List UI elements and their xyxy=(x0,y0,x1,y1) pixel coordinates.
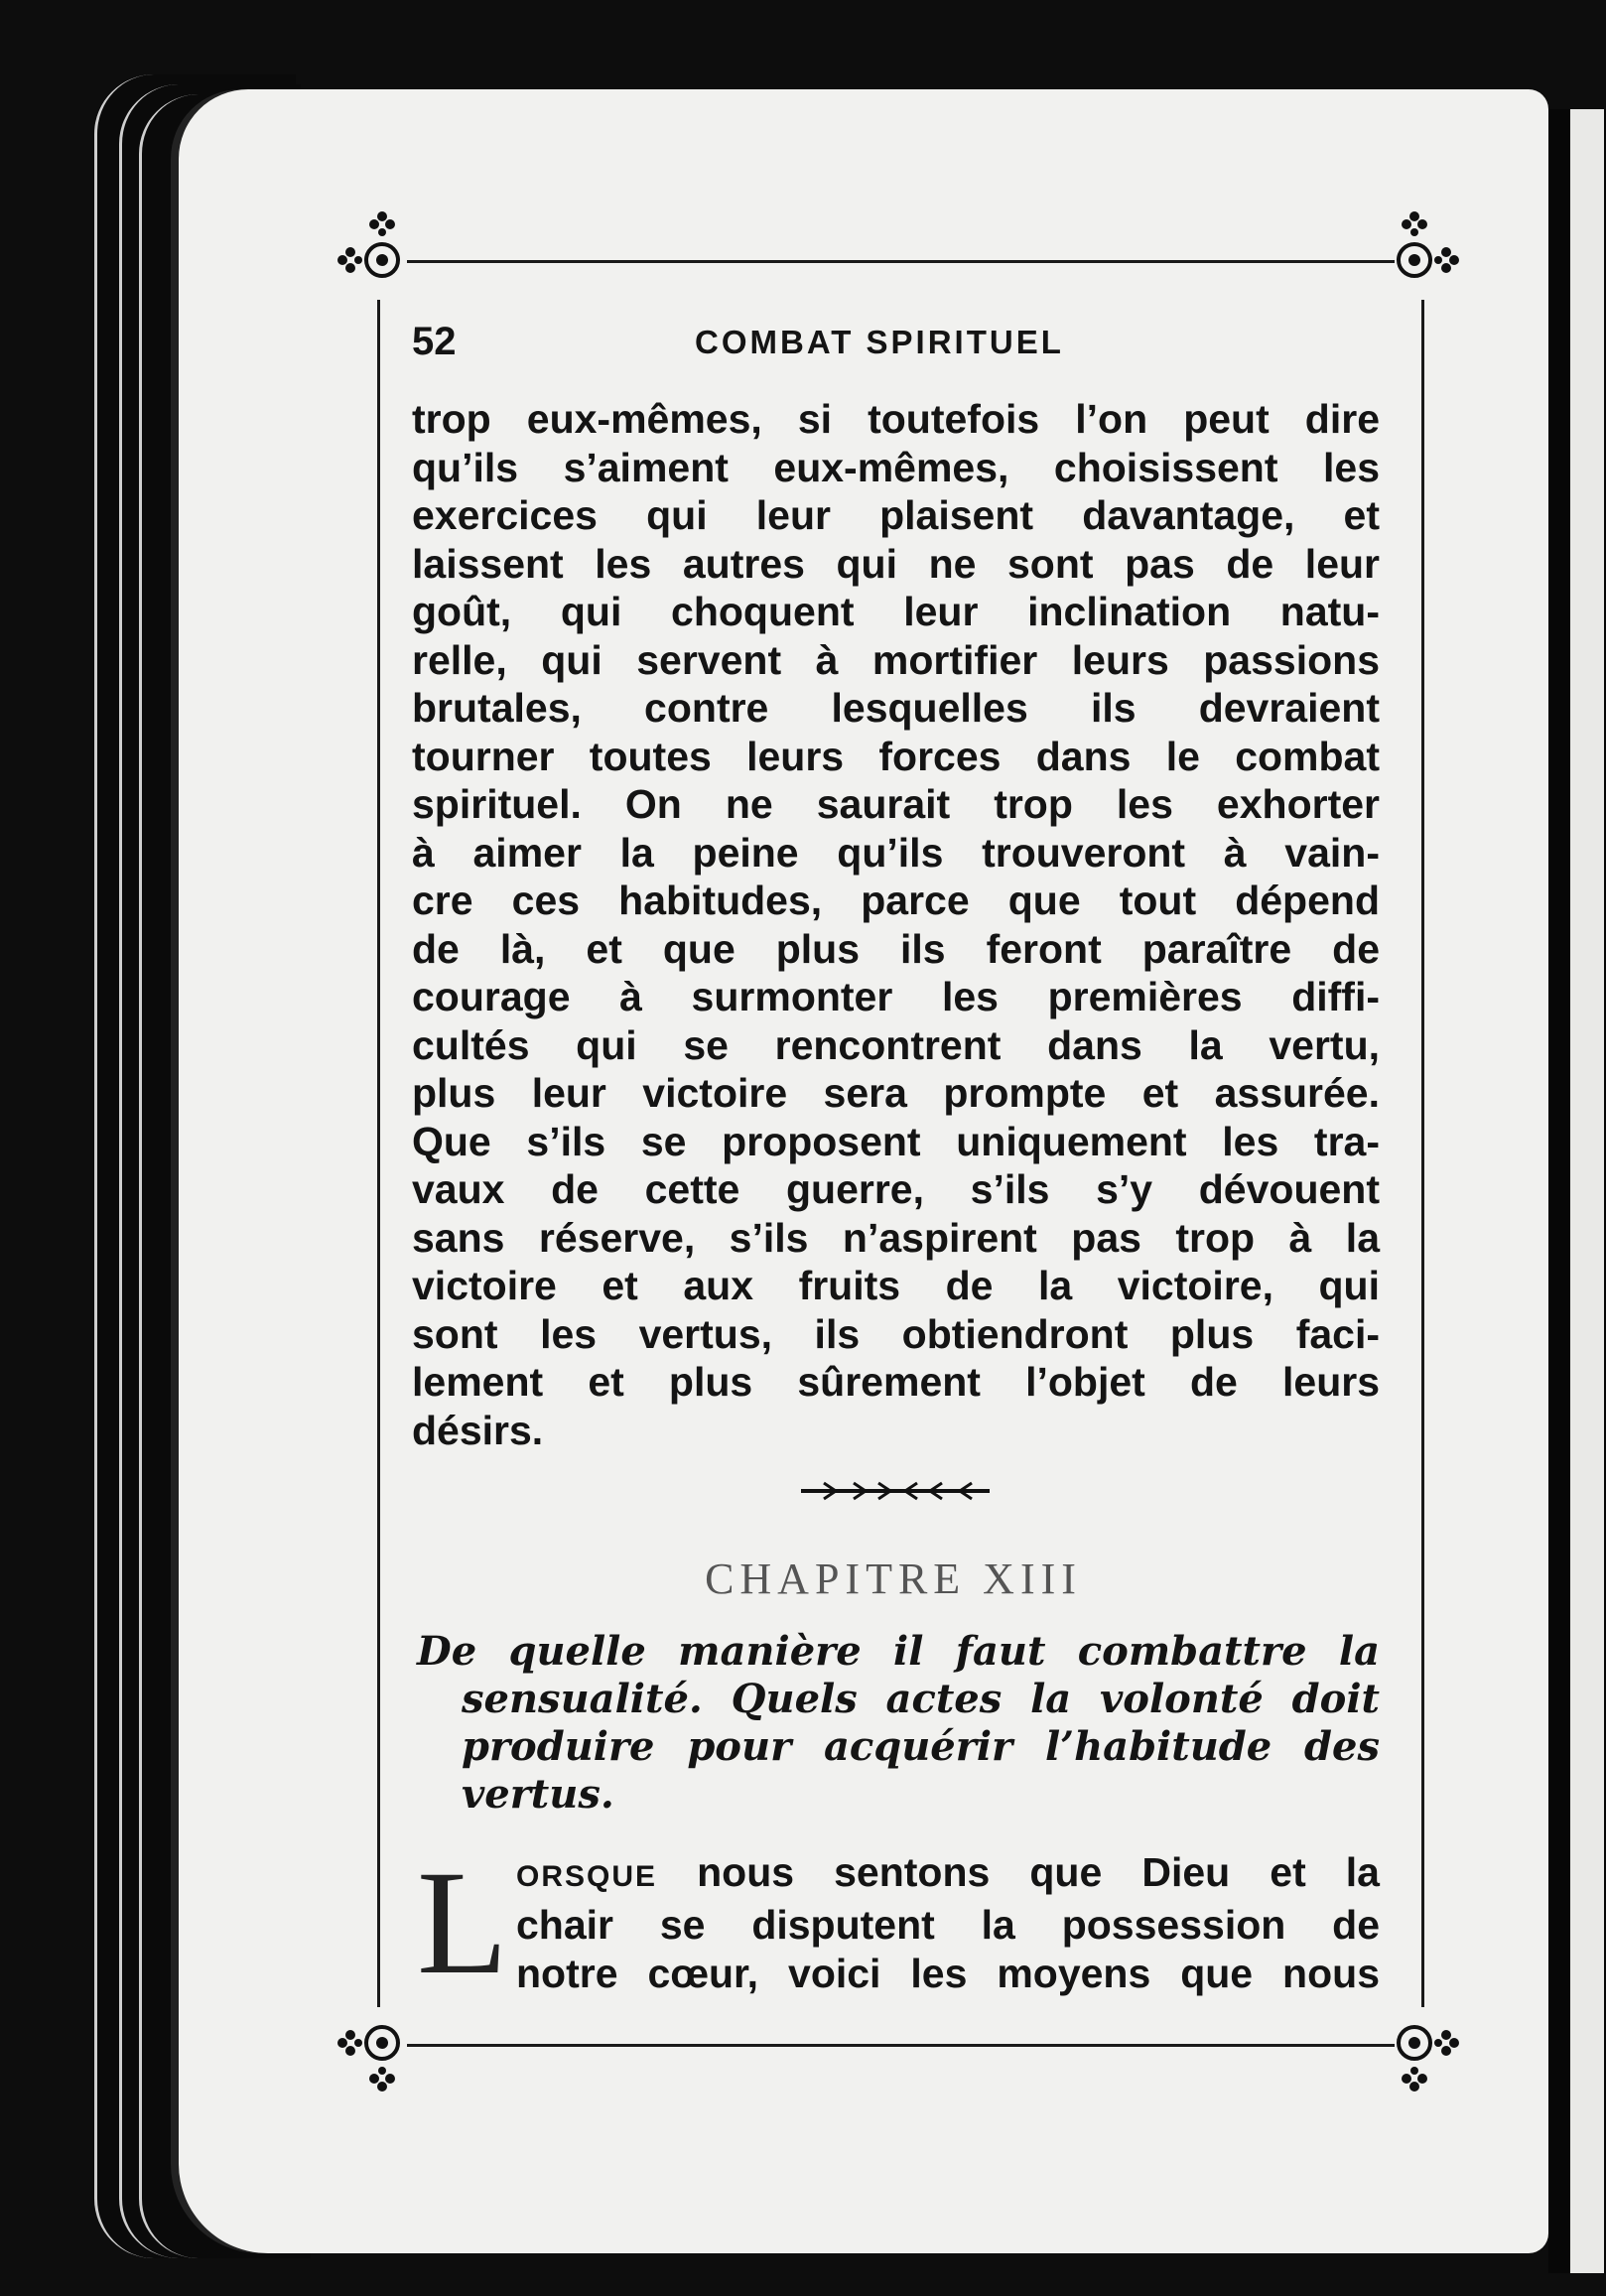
corner-ornament-icon xyxy=(328,2005,417,2114)
text-line: trop eux-mêmes, si toutefois l’on peut dire xyxy=(412,396,1380,442)
frame-right-line xyxy=(1421,300,1424,2007)
drop-cap: L xyxy=(417,1840,508,2005)
opening-line: notre cœur, voici les moyens que nous xyxy=(516,1951,1380,1996)
summary-line: De quelle manière il faut combattre la xyxy=(417,1628,1380,1675)
text-line: qu’ils s’aiment eux-mêmes, choisissent les xyxy=(412,444,1380,490)
text-line: plus leur victoire sera prompte et assurée. xyxy=(412,1070,1380,1116)
text-line: courage à surmonter les premières diffi- xyxy=(412,974,1380,1019)
opening-line: chair se disputent la possession de xyxy=(516,1902,1380,1948)
text-line: tourner toutes leurs forces dans le combat xyxy=(412,733,1380,779)
text-line: brutales, contre lesquelles ils devraient xyxy=(412,685,1380,731)
text-line: spirituel. On ne saurait trop les exhorter xyxy=(412,781,1380,827)
text-line: Que s’ils se proposent uniquement les tra- xyxy=(412,1118,1380,1164)
corner-ornament-icon xyxy=(1380,189,1469,298)
text-line: goût, qui choquent leur inclination natu- xyxy=(412,589,1380,634)
text-line: relle, qui servent à mortifier leurs passions xyxy=(412,636,1380,683)
text-line: lement et plus sûrement l’objet de leurs xyxy=(412,1359,1380,1405)
chapter-summary xyxy=(417,1628,1380,1819)
fleuron-divider-icon xyxy=(796,1479,995,1503)
smallcaps-word: ORSQUE xyxy=(516,1860,658,1893)
text-line: sans réserve, s’ils n’aspirent pas trop à la xyxy=(412,1214,1380,1261)
text-line: cultés qui se rencontrent dans la vertu, xyxy=(412,1021,1380,1068)
running-head: COMBAT SPIRITUEL xyxy=(695,324,1064,360)
corner-ornament-icon xyxy=(1380,2005,1469,2114)
corner-ornament-icon xyxy=(328,189,417,298)
opening-line-rest: nous sentons que Dieu et la xyxy=(657,1849,1380,1895)
text-line: désirs. xyxy=(412,1407,544,1453)
text-line: cre ces habitudes, parce que tout dépend xyxy=(412,878,1380,923)
text-line: sont les vertus, ils obtiendront plus faci- xyxy=(412,1310,1380,1357)
text-line: laissent les autres qui ne sont pas de leur xyxy=(412,540,1380,587)
page-number: 52 xyxy=(412,320,457,363)
body-text xyxy=(412,395,1380,1454)
text-line: à aimer la peine qu’ils trouveront à vain- xyxy=(412,829,1380,876)
text-line: victoire et aux fruits de la victoire, qui xyxy=(412,1263,1380,1308)
opening-paragraph xyxy=(516,1848,1380,1998)
facing-page-edge xyxy=(1548,109,1606,2273)
frame-top-line xyxy=(407,260,1395,263)
text-line: vaux de cette guerre, s’ils s’y dévouent xyxy=(412,1166,1380,1212)
chapter-title: CHAPITRE XIII xyxy=(705,1554,1082,1603)
text-line: de là, et que plus ils feront paraître de xyxy=(412,925,1380,972)
frame-left-line xyxy=(377,300,380,2007)
summary-line: vertus. xyxy=(462,1771,614,1818)
text-line: exercices qui leur plaisent davantage, et xyxy=(412,492,1380,538)
summary-line: sensualité. Quels actes la volonté doit xyxy=(462,1676,1380,1722)
summary-line: produire pour acquérir l’habitude des xyxy=(462,1723,1380,1770)
frame-bottom-line xyxy=(407,2044,1395,2047)
opening-line-first xyxy=(516,1848,1380,1901)
